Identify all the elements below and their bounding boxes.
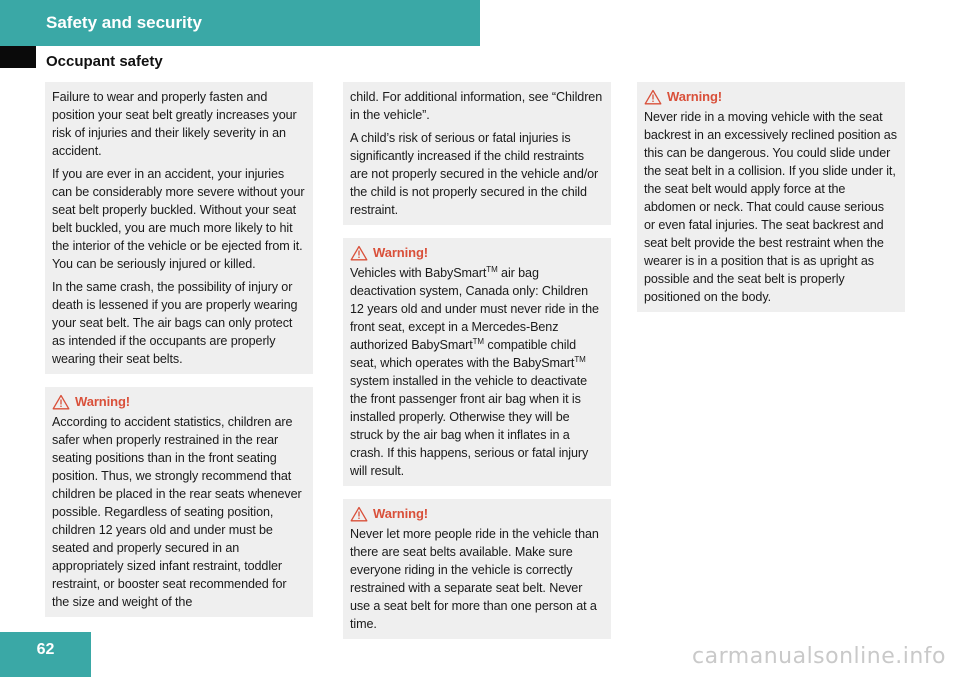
- warning-heading: [52, 393, 306, 411]
- watermark: carmanualsonline.info: [692, 644, 946, 669]
- paragraph: Failure to wear and properly fasten and position your seat belt greatly increases your risk of injuries and their likely severity in an accident.: [52, 90, 297, 158]
- warning-label: Warning!: [667, 89, 723, 104]
- column-2: [343, 82, 611, 639]
- section-title: Occupant safety: [46, 53, 163, 70]
- page-number: 62: [0, 632, 91, 677]
- trademark: TM: [574, 354, 586, 364]
- chapter-header: Safety and security: [0, 0, 480, 46]
- trademark: TM: [486, 264, 498, 274]
- warning-label: Warning!: [75, 394, 131, 409]
- paragraph: If you are ever in an accident, your injuries can be considerably more severe without your seat belt properly buckled. Without your seat belt buckled, you are much more likely to hit the interior of the vehicle or be ejected from it. You can be seriously injured or killed.: [52, 167, 305, 271]
- warning-heading: [350, 505, 604, 523]
- column-3: [637, 82, 905, 312]
- paragraph: In the same crash, the possibility of injury or death is lessened if you are properly wearing your seat belt. The air bags can only protect as intended if the occupants are properly wearing their seat belts.: [52, 280, 298, 366]
- info-box-children: [343, 82, 611, 225]
- warning-heading: [644, 88, 898, 106]
- warning-text: Vehicles with BabySmart™ air bag deactivation system, Canada only: Children 12 years old and under must never ride in the front seat, except in a Mercedes-Benz authorized BabySmart™ compatible child seat, which operates with the BabySmart™ system installed in the vehicle to deactivate the front passenger front air bag when it is installed properly. Otherwise they will be struck by the air bag when it inflates in a crash. If this happens, serious or fatal injury will result.: [350, 264, 599, 478]
- warning-label: Warning!: [373, 245, 429, 260]
- warning-box-reclined-seat: [637, 82, 905, 312]
- warning-text: According to accident statistics, children are safer when properly restrained in the rear seating positions than in the front seating position. Thus, we strongly recommend that children be placed in the rear seats whenever possible. Regardless of seating position, children 12 years old and under must be seated and properly secured in an appropriately sized infant restraint, toddler restraint, or booster seat recommended for the size and weight of the: [52, 415, 302, 609]
- warning-heading: [350, 244, 604, 262]
- warning-triangle-icon: [350, 506, 368, 522]
- warning-text: Never ride in a moving vehicle with the seat backrest in an excessively reclined position as this can be dangerous. You could slide under the seat belt in a collision. If you slide under it, the seat belt would apply force at the abdomen or neck. That could cause serious or even fatal injuries. The seat backrest and seat belt provide the best restraint when the wearer is in a position that is as upright as possible and the seat belt is properly positioned on the body.: [644, 110, 897, 304]
- warning-box-children: [45, 387, 313, 617]
- trademark: TM: [472, 336, 484, 346]
- section-marker: [0, 46, 36, 68]
- paragraph: child. For additional information, see “Children in the vehicle”.: [350, 90, 603, 122]
- warning-text: Never let more people ride in the vehicle than there are seat belts available. Make sure everyone riding in the vehicle is correctly restrained with a separate seat belt. Never use a seat belt for more than one person at a time.: [350, 527, 599, 631]
- warning-triangle-icon: [52, 394, 70, 410]
- warning-label: Warning!: [373, 506, 429, 521]
- warning-box-seat-count: [343, 499, 611, 639]
- column-1: [45, 82, 313, 617]
- info-box-seat-belt: [45, 82, 313, 374]
- warning-triangle-icon: [644, 89, 662, 105]
- warning-box-babysmart: [343, 238, 611, 486]
- warning-triangle-icon: [350, 245, 368, 261]
- paragraph: A child’s risk of serious or fatal injuries is significantly increased if the child restraints are not properly secured in the vehicle and/or the child is not properly secured in the child restraint.: [350, 131, 599, 217]
